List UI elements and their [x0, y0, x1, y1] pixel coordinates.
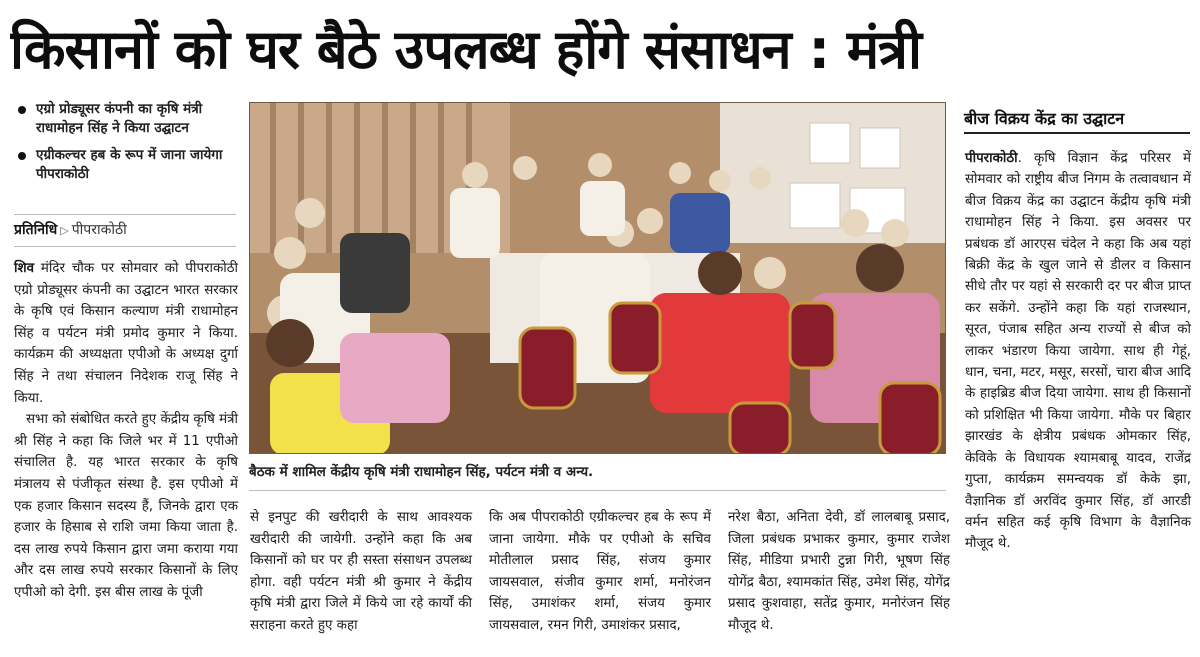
- article-paragraph: [14, 258, 238, 409]
- article-paragraph: नरेश बैठा, अनिता देवी, डॉ लालबाबू प्रसाद, जिला प्रबंधक प्रभाकर कुमार, कुमार राजेश सिंह, मीडिया प्रभारी टुन्ना गिरी, भूषण सिंह योगेंद्र बैठा, श्यामकांत सिंह, उमेश सिंह, योगेंद्र प्रसाद कुशवाहा, सतेंद्र कुमार, मनोरंजन सिंह मौजूद थे.: [728, 510, 950, 633]
- triangle-right-icon: ▷: [60, 224, 69, 237]
- headline: किसानों को घर बैठे उपलब्ध होंगे संसाधन : मंत्री: [10, 18, 921, 81]
- lead-word: शिव: [14, 261, 35, 276]
- highlight-bullet-text: एग्रो प्रोड्यूसर कंपनी का कृषि मंत्री राधामोहन सिंह ने किया उद्घाटन: [36, 101, 203, 136]
- byline-role: प्रतिनिधि: [14, 222, 58, 238]
- sidebar-title: बीज विक्रय केंद्र का उद्घाटन: [964, 104, 1190, 134]
- article-paragraph: से इनपुट की खरीदारी के साथ आवश्यक खरीदारी की जायेगी. उन्होंने कहा कि अब किसानों को घर पर ही सस्ता संसाधन उपलब्ध होगा. वही पर्यटन मंत्री श्री कुमार ने केंद्रीय कृषि मंत्री द्वारा जिले में किये जा रहे कार्यों की सराहना करते हुए कहा: [250, 510, 472, 633]
- article-column-1: [14, 258, 238, 604]
- sidebar-column: [965, 148, 1191, 555]
- highlight-bullet: [14, 146, 236, 184]
- article-column-4: [728, 507, 950, 637]
- article-column-2: [250, 507, 472, 637]
- article-column-3: [489, 507, 711, 637]
- highlight-bullet-text: एग्रीकल्चर हब के रूप में जाना जायेगा पीपराकोठी: [36, 147, 223, 182]
- article-paragraph: कि अब पीपराकोठी एग्रीकल्चर हब के रूप में जाना जायेगा. मौके पर एपीओ के सचिव मोतीलाल प्रसाद सिंह, संजय कुमार जायसवाल, संजीव कुमार शर्मा, मनोरंजन सिंह, उमाशंकर शर्मा, संजय कुमार जायसवाल, रमन गिरी, उमाशंकर प्रसाद,: [489, 510, 711, 633]
- byline: [14, 220, 236, 241]
- lead-word: पीपराकोठी: [965, 151, 1018, 166]
- divider: [249, 490, 946, 491]
- highlight-bullets: [14, 100, 236, 192]
- sidebar-paragraph: [965, 148, 1191, 555]
- paragraph-text: मंदिर चौक पर सोमवार को पीपराकोठी एग्रो प्रोड्यूसर कंपनी का उद्घाटन भारत सरकार के कृषि एवं किसान कल्याण मंत्री राधामोहन सिंह व पर्यटन मंत्री प्रमोद कुमार ने किया. कार्यक्रम की अध्यक्षता एपीओ के अध्यक्ष दुर्गा सिंह ने तथा संचालन निदेशक राजू सिंह ने किया.: [14, 261, 238, 406]
- paragraph-text: . कृषि विज्ञान केंद्र परिसर में सोमवार को राष्ट्रीय बीज निगम के तत्वावधान में बीज विक्रय केंद्र का उद्घाटन केंद्रीय कृषि मंत्री राधामोहन सिंह ने किया. इस अवसर पर प्रबंधक डॉ आरएस चंदेल ने कहा कि अब यहां बिक्री केंद्र के खुल जाने से डीलर व किसान सीधे तौर पर यहां से सरकारी दर पर बीज प्राप्त कर सकेंगे. उन्होंने कहा कि यहां राजस्थान, सूरत, पंजाब सहित अन्य राज्यों से बीज को लाकर भंडारण किया जायेगा. साथ ही गेहूं, धान, चना, मटर, मसूर, सरसों, चारा बीज आदि के हाइब्रिड बीज दिया जायेगा. साथ ही किसानों को प्रशिक्षित भी किया जायेगा. मौके पर बिहार झारखंड के क्षेत्रीय प्रबंधक ओमकार सिंह, केविके के विधायक श्यामबाबू यादव, राजेंद्र गुप्ता, कार्यक्रम समन्वयक डॉ केके झा, वैज्ञानिक डॉ अरविंद कुमार सिंह, डॉ आरडी वर्मन सहित कई कृषि विभाग के वैज्ञानिक मौजूद थे.: [965, 151, 1191, 552]
- divider: [14, 214, 236, 215]
- meeting-photo-illustration: [250, 103, 946, 454]
- bullet-dot-icon: [18, 152, 26, 160]
- byline-place: पीपराकोठी: [71, 222, 127, 238]
- bullet-dot-icon: [18, 106, 26, 114]
- highlight-bullet: [14, 100, 236, 138]
- article-paragraph: सभा को संबोधित करते हुए केंद्रीय कृषि मंत्री श्री सिंह ने कहा कि जिले भर में 11 एपीओ संचालित है. यह भारत सरकार के कृषि मंत्रालय से पंजीकृत संस्था है. इस एपीओ में एक हजार किसान सदस्य हैं, जिनके द्वारा एक हजार के हिसाब से राशि जमा किया जाता है. दस लाख रुपये किसान द्वारा जमा कराया गया और दस लाख रुपये सरकार किसानों के लिए एपीओ को देगी. इस बीस लाख के पूंजी: [14, 412, 238, 600]
- meeting-photo: [249, 102, 946, 454]
- photo-caption: बैठक में शामिल केंद्रीय कृषि मंत्री राधामोहन सिंह, पर्यटन मंत्री व अन्य.: [249, 464, 594, 480]
- divider: [14, 246, 236, 247]
